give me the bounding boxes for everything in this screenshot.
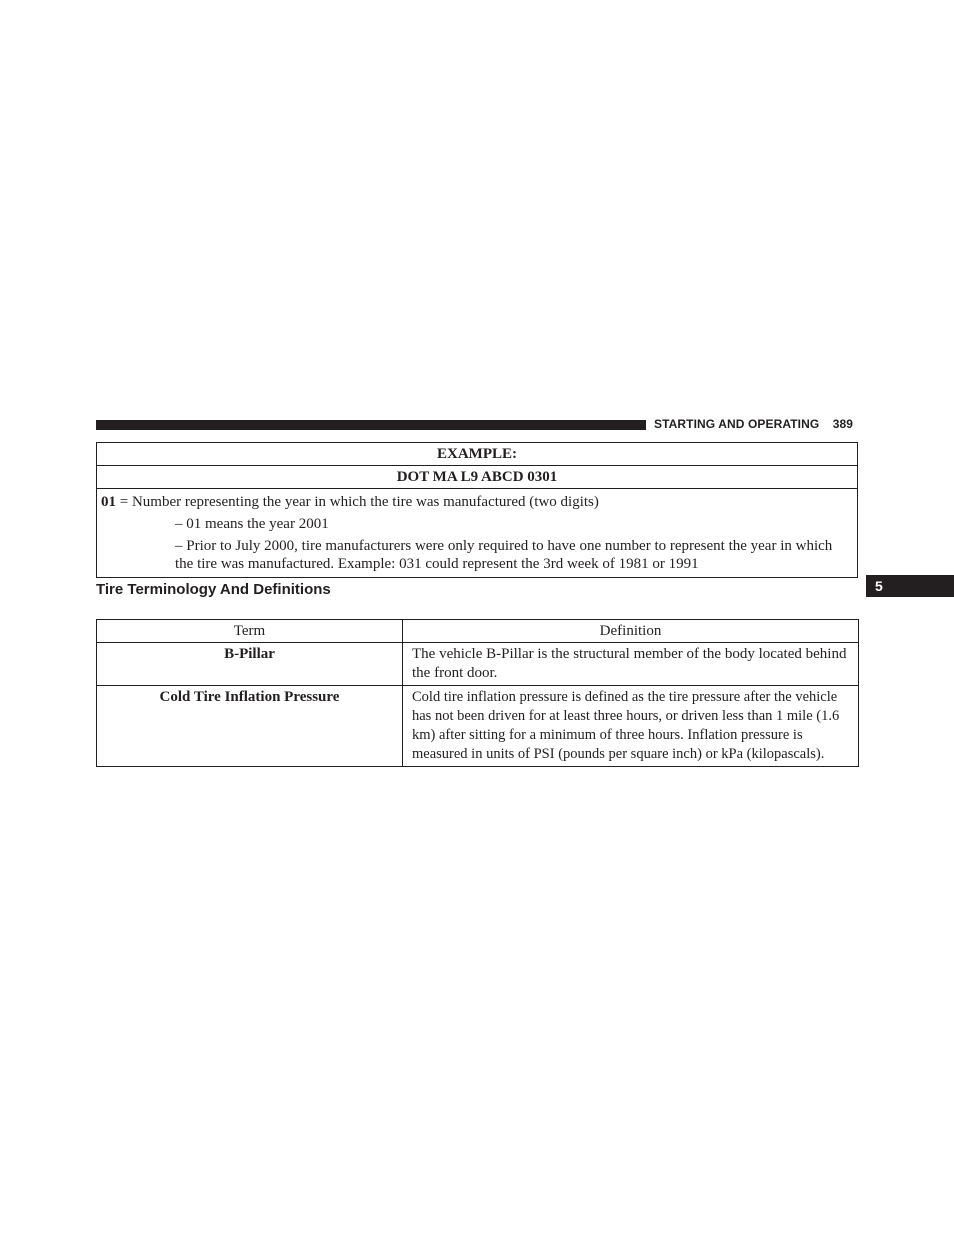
example-lead-line [101, 489, 847, 511]
section-title: Tire Terminology And Definitions [96, 581, 331, 598]
example-sub-item: – Prior to July 2000, tire manufacturers were only required to have one number to represent the year in which the tire was manufactured. Example: 031 could represent the 3rd week of 1981 or 1991 [175, 538, 833, 572]
example-code-row [97, 466, 858, 489]
table-row [97, 643, 859, 686]
example-lead-text: = Number representing the year in which the tire was manufactured (two digits) [116, 494, 599, 510]
term-cell: Cold Tire Inflation Pressure [97, 686, 403, 767]
example-sub-item: – 01 means the year 2001 [175, 516, 329, 532]
terms-table [96, 619, 859, 767]
term-cell: B-Pillar [97, 643, 403, 686]
example-detail-row [97, 489, 858, 578]
page-number: 389 [832, 417, 854, 431]
chapter-tab: 5 [866, 575, 954, 597]
running-header-title: STARTING AND OPERATING [654, 417, 820, 431]
example-lead-bold: 01 [101, 494, 116, 510]
definition-cell: The vehicle B-Pillar is the structural member of the body located behind the front door. [403, 643, 859, 686]
example-table [96, 442, 858, 578]
header-rule [96, 420, 646, 430]
example-code: DOT MA L9 ABCD 0301 [97, 466, 858, 489]
example-heading-row [97, 443, 858, 466]
definition-cell: Cold tire inflation pressure is defined as the tire pressure after the vehicle has not been driven for at least three hours, or driven less than 1 mile (1.6 km) after sitting for a minimum of three hours. Inflation pressure is measured in units of PSI (pounds per square inch) or kPa (kilopascals). [403, 686, 859, 767]
column-header-definition: Definition [403, 620, 859, 643]
terms-header-row [97, 620, 859, 643]
column-header-term: Term [97, 620, 403, 643]
running-header [654, 417, 853, 431]
example-detail-cell [97, 489, 858, 578]
table-row [97, 686, 859, 767]
example-heading: EXAMPLE: [97, 443, 858, 466]
